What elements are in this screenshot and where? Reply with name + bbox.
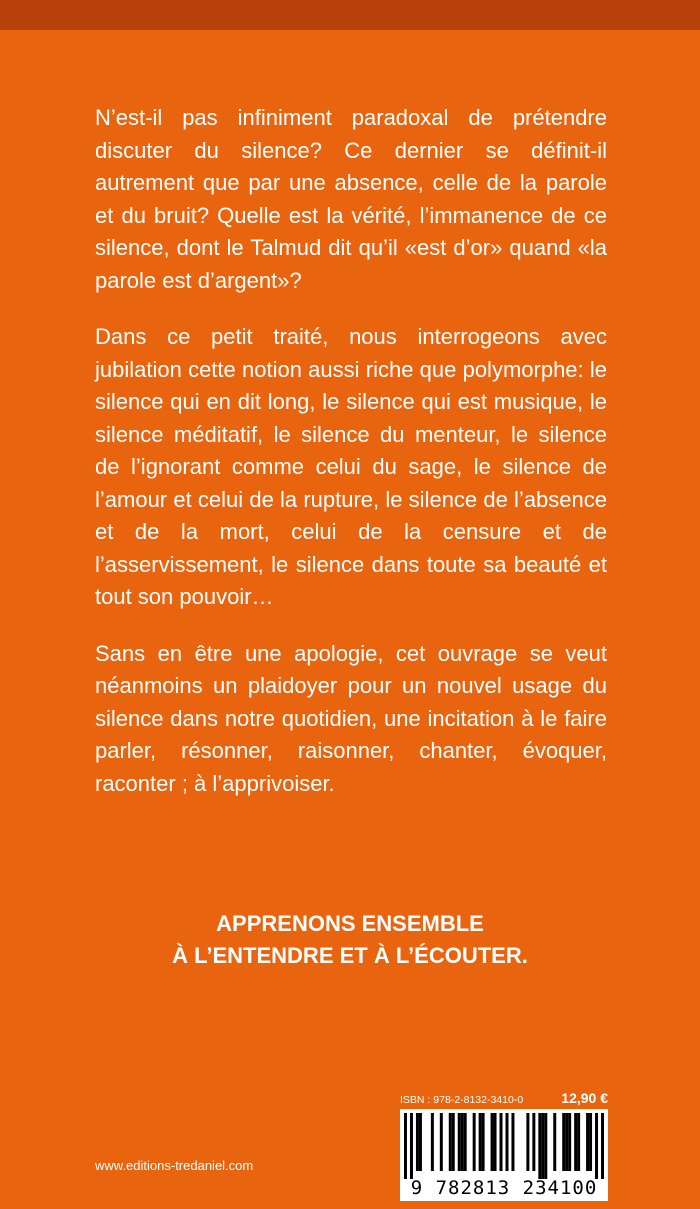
barcode-bar (431, 1113, 434, 1171)
barcode-bar (586, 1113, 589, 1171)
barcode-bar (511, 1113, 514, 1171)
barcode-bar (449, 1113, 452, 1171)
barcode-bar (458, 1113, 461, 1171)
barcode-bar (404, 1113, 407, 1179)
barcode-bar (416, 1113, 419, 1171)
barcode-box (400, 1109, 608, 1201)
barcode-bar (500, 1113, 503, 1171)
barcode-bar (565, 1113, 568, 1171)
barcode-bar (464, 1113, 467, 1171)
barcode-bar (505, 1113, 508, 1171)
barcode-bar (553, 1113, 556, 1171)
barcode-block (400, 1090, 608, 1201)
barcode-bar (568, 1113, 571, 1171)
barcode-bar (526, 1113, 529, 1171)
price-label: 12,90 € (561, 1090, 608, 1106)
barcode-bar (491, 1113, 494, 1171)
barcode-bar (419, 1113, 422, 1171)
blurb-paragraph-1: N’est-il pas infiniment paradoxal de prétendre discuter du silence? Ce dernier se définit-il autrement que par une absence, celle de la parole et du bruit? Quelle est la vérité, l’immanence de ce silence, dont le Talmud dit qu’il «est d’or» quand «la parole est d’argent»? (95, 105, 607, 293)
barcode-bar (479, 1113, 482, 1171)
tagline (0, 908, 700, 972)
barcode-bar (473, 1113, 476, 1171)
tagline-line-2: À L’ENTENDRE ET À L’ÉCOUTER. (172, 943, 528, 968)
back-cover-blurb (95, 102, 607, 824)
barcode-bar (562, 1113, 565, 1171)
barcode-digits: 9 782813 234100 (410, 1177, 598, 1199)
barcode-bar (544, 1113, 547, 1179)
barcode-bar (461, 1113, 464, 1171)
barcode-bar (494, 1113, 497, 1171)
barcode-bar (601, 1113, 604, 1179)
blurb-paragraph-3: Sans en être une apologie, cet ouvrage se veut néanmoins un plaidoyer pour un nouvel usage du silence dans notre quotidien, une incitation à le faire parler, résonner, raisonner, chanter, évoquer, raconter ; à l’apprivoiser. (95, 640, 607, 796)
isbn-row (400, 1090, 608, 1106)
isbn-number: ISBN : 978-2-8132-3410-0 (400, 1094, 524, 1106)
barcode-bar (577, 1113, 580, 1171)
barcode-bar (532, 1113, 535, 1171)
barcode-bar (410, 1113, 413, 1179)
barcode-bar (589, 1113, 592, 1171)
publisher-website: www.editions-tredaniel.com (95, 1158, 254, 1173)
barcode-bar (482, 1113, 485, 1171)
blurb-paragraph-2: Dans ce petit traité, nous interrogeons avec jubilation cette notion aussi riche que polymorphe: le silence qui en dit long, le silence qui est musique, le silence méditatif, le silence du menteur, le silence de l’ignorant comme celui du sage, le silence de l’amour et celui de la rupture, le silence de l’absence et de la mort, celui de la censure et de l’asservissement, le silence dans toute sa beauté et tout son pouvoir… (95, 324, 607, 609)
barcode-bar (574, 1113, 577, 1171)
barcode-bar (452, 1113, 455, 1171)
barcode-bar (440, 1113, 443, 1171)
barcode-bars (404, 1113, 604, 1179)
tagline-line-1: APPRENONS ENSEMBLE (216, 911, 484, 936)
barcode-bar (595, 1113, 598, 1179)
barcode-bar (541, 1113, 544, 1179)
barcode-bar (538, 1113, 541, 1179)
